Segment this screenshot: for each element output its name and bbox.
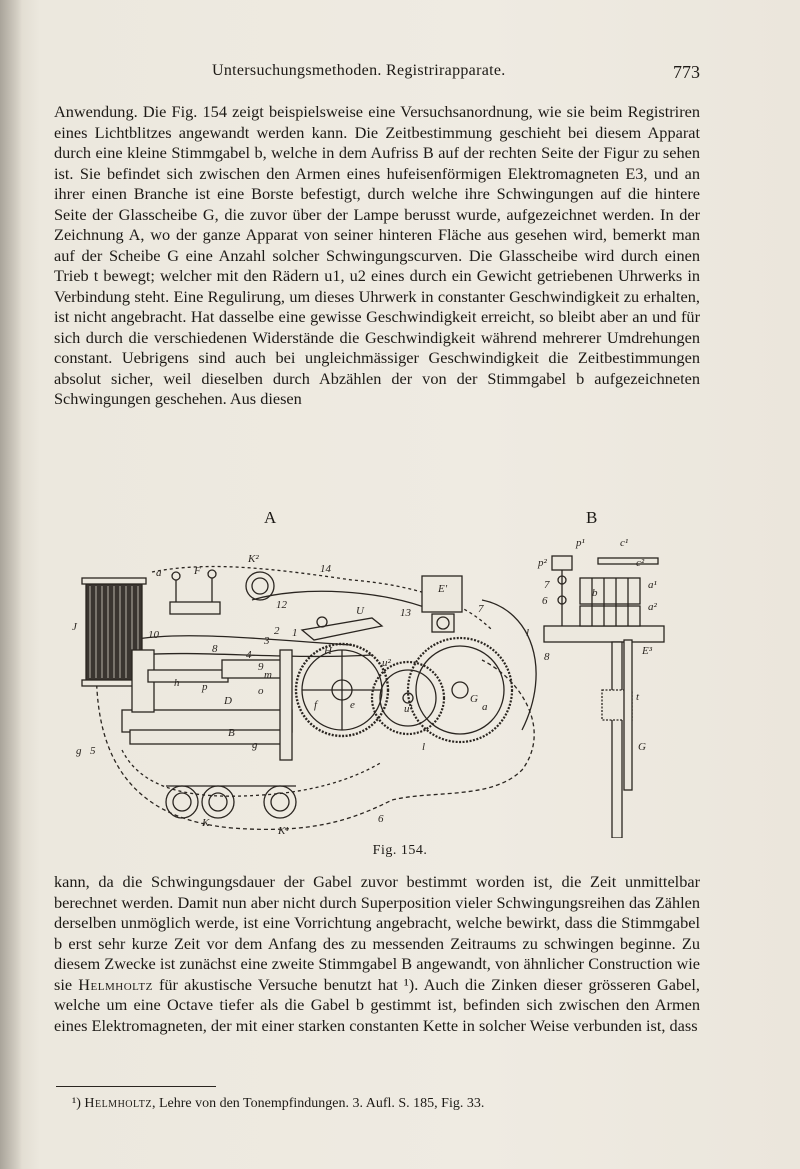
glass-disc-g: [408, 638, 512, 742]
footnote-marker: ¹): [72, 1096, 81, 1111]
svg-text:14: 14: [320, 563, 331, 575]
wire-loop-arc-3: [137, 654, 372, 657]
svg-text:o: o: [258, 685, 264, 697]
figure-154: [52, 508, 720, 840]
svg-text:K²: K²: [248, 553, 259, 565]
svg-text:h: h: [174, 677, 180, 689]
svg-text:6: 6: [542, 595, 548, 607]
svg-text:g: g: [252, 739, 258, 751]
paragraph-text: Anwendung. Die Fig. 154 zeigt beispielsweise eine Versuchsanordnung, wie sie beim Registriren eines Lichtblitzes angewandt werden kann. Die Zeitbestimmung geschieht bei diesem Apparat durch eine kleine Stimmgabel b, welche in dem Aufriss B auf der rechten Seite der Figur zu sehen ist. Sie befindet sich zwischen den Armen eines hufeisenförmigen Elektromagneten E3, und an ihrer einen Branche ist eine Borste befestigt, durch welche ihre Schwingungen auf die hintere Seite der Glasscheibe G, die zuvor über der Lampe berusst wurde, aufgezeichnet werden. In der Zeichnung A, wo der ganze Apparat von seiner hinteren Fläche aus gesehen wird, bemerkt man auf der Scheibe G eine Anzahl solcher Schwingungscurven. Die Glasscheibe wird durch einen Trieb t bewegt; welcher mit den Rädern u1, u2 eines durch ein Gewicht getriebenen Uhrwerks in Verbindung steht. Eine Regulirung, um dieses Uhrwerk in constanter Geschwindigkeit zu erhalten, ist nicht angebracht. Hat dasselbe eine gewisse Geschwindigkeit erreicht, so bleibt aber an und für sich durch die verschiedenen Widerstände die Geschwindigkeit während mehrerer Umdrehungen constant. Uebrigens sind auch bei ungleichmässiger Geschwindigkeit die Zeitbestimmungen absolut sicher, weil dieselben durch Abzählen der von der Stimmgabel b aufgezeichneten Schwingungen geschehen. Aus diesen: [54, 102, 700, 408]
shaft-t: [612, 642, 622, 838]
svg-text:7: 7: [544, 579, 550, 591]
electromagnet-e3-upper: [580, 578, 640, 604]
svg-text:3: 3: [264, 635, 270, 647]
figure-label-a: A: [264, 508, 277, 527]
svg-text:a: a: [156, 567, 162, 579]
svg-text:a²: a²: [648, 601, 657, 613]
footnote-text: , Lehre von den Tonempfindungen. 3. Aufl. S. 185, Fig. 33.: [151, 1096, 485, 1111]
svg-text:t: t: [636, 691, 640, 703]
svg-text:D: D: [224, 695, 232, 707]
figure-label-b: B: [586, 508, 598, 527]
author-helmholtz: Helmholtz: [78, 974, 153, 994]
svg-text:1: 1: [292, 627, 298, 639]
svg-text:12: 12: [276, 599, 287, 611]
svg-text:u¹: u¹: [404, 703, 413, 715]
pillar: [280, 650, 292, 760]
base-frame: [122, 710, 292, 732]
svg-text:B: B: [228, 727, 235, 739]
svg-text:e: e: [350, 699, 355, 711]
page-number: 773: [673, 62, 700, 82]
disc-g-side: [624, 640, 632, 790]
apparatus-drawing: [52, 530, 720, 838]
svg-text:l: l: [422, 741, 426, 753]
svg-text:K: K: [202, 817, 210, 829]
wire-loop-lower: [122, 750, 382, 796]
key-f: [170, 602, 220, 614]
svg-text:a¹: a¹: [648, 579, 657, 591]
figure-caption: Fig. 154.: [372, 843, 428, 858]
svg-text:p: p: [202, 681, 208, 693]
footnote: [72, 1096, 692, 1112]
tuning-fork-b: [598, 558, 658, 564]
svg-text:H: H: [324, 645, 332, 657]
svg-text:8: 8: [544, 651, 550, 663]
svg-text:5: 5: [90, 745, 96, 757]
svg-text:p²: p²: [538, 557, 547, 569]
body-paragraph-1: [54, 102, 700, 410]
paragraph-2-start: kann, da die Schwingungsdauer der Gabel zuvor bestimmt worden ist, die Zeit unmittelbar berechnet werden. Damit nun aber nicht durch Superposition vieler Schwingungsreihen das Zählen derselben unmöglich werde, ist eine Vorrichtung angebracht, welche bewirkt, dass die Stimmgabel b erst sehr kurze Zeit vor dem Anfang des zu messenden Zeitraums zu schwingen beginne. Zu diesem Zwecke ist zunächst eine zweite Stimmgabel B angewandt, von ähnlicher Construction wie sie: [54, 872, 700, 994]
svg-text:u²: u²: [382, 657, 391, 669]
wheel-k-2: [202, 786, 234, 818]
svg-text:9: 9: [258, 661, 264, 673]
svg-text:g: g: [76, 745, 82, 757]
svg-text:c¹: c¹: [620, 537, 629, 549]
wheel-k-3: [264, 786, 296, 818]
base-b: [544, 626, 664, 642]
footnote-author: Helmholtz: [84, 1096, 152, 1111]
svg-text:13: 13: [400, 607, 411, 619]
svg-text:E³: E³: [642, 645, 653, 657]
svg-text:f: f: [314, 699, 318, 711]
body-paragraph-2: [54, 872, 700, 1036]
svg-text:J: J: [72, 621, 77, 633]
page-header: [54, 62, 700, 88]
svg-text:7: 7: [478, 603, 484, 615]
svg-text:U: U: [356, 605, 364, 617]
svg-text:G: G: [638, 741, 646, 753]
svg-text:6: 6: [378, 813, 384, 825]
svg-text:G: G: [470, 693, 478, 705]
wheel-k-1: [166, 786, 198, 818]
svg-text:m: m: [264, 669, 272, 681]
lever-u: [302, 618, 382, 640]
svg-text:p¹: p¹: [576, 537, 585, 549]
svg-text:8: 8: [212, 643, 218, 655]
svg-text:10: 10: [148, 629, 159, 641]
svg-text:c²: c²: [636, 557, 645, 569]
svg-text:l: l: [526, 627, 530, 639]
svg-text:4: 4: [246, 649, 252, 661]
page-spine-shadow: [0, 0, 22, 1169]
paragraph-text: [54, 872, 700, 1036]
svg-text:K¹: K¹: [278, 825, 289, 837]
electromagnet-e3-lower: [580, 606, 640, 626]
svg-text:E': E': [438, 583, 448, 595]
ring-k2: [246, 572, 274, 600]
svg-text:b: b: [592, 587, 598, 599]
svg-text:a: a: [482, 701, 488, 713]
svg-text:F: F: [194, 565, 201, 577]
paragraph-2-end: für akustische Versuche benutzt hat ¹). Auch die Zinken dieser grösseren Gabel, welche um eine Octave tiefer als die Gabel b gestimmt ist, befinden sich zwischen den Armen eines Elektromagneten, der mit einer starken constanten Kette in solcher Weise verbunden ist, dass: [54, 974, 700, 1035]
running-head: Untersuchungsmethoden. Registrirapparate.: [212, 62, 506, 79]
footnote-rule: [56, 1086, 216, 1087]
svg-text:2: 2: [274, 625, 280, 637]
